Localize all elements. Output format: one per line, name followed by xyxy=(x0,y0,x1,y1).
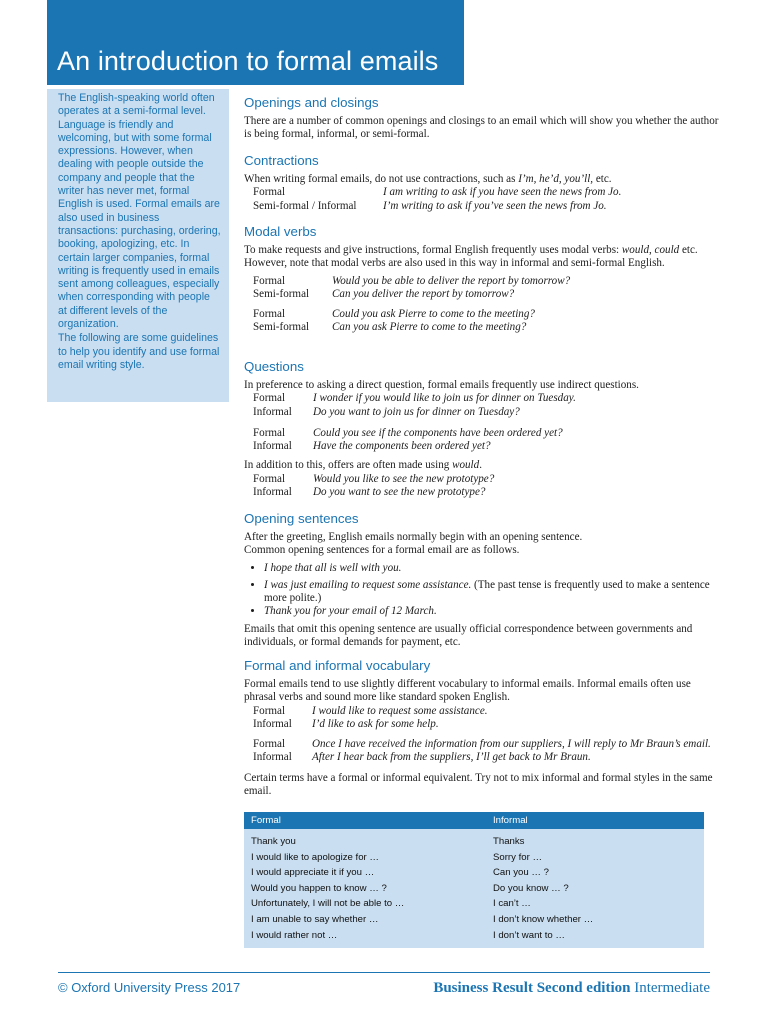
section-heading: Opening sentences xyxy=(244,511,359,526)
section-heading: Formal and informal vocabulary xyxy=(244,658,431,673)
section-heading: Questions xyxy=(244,359,304,374)
section-body: After the greeting, English emails normally begin with an opening sentence. xyxy=(244,531,583,543)
example-row: Informal I’d like to ask for some help. xyxy=(253,717,439,730)
example-row: Formal Would you be able to deliver the report by tomorrow? xyxy=(253,274,571,287)
section-body: In addition to this, offers are often made using would. xyxy=(244,459,482,472)
section-body: Common opening sentences for a formal email are as follows. xyxy=(244,544,520,557)
table-row: I would appreciate it if you … Can you … ? xyxy=(251,867,549,879)
table-row: Thank you Thanks xyxy=(251,836,525,847)
list-item: • Thank you for your email of 12 March. xyxy=(264,605,722,618)
section-contractions xyxy=(244,153,722,213)
table-row: I would like to apologize for … Sorry for … xyxy=(251,851,543,863)
intro-sidebar xyxy=(47,89,229,402)
list-item: • I hope that all is well with you. xyxy=(264,562,722,575)
example-row: Informal Do you want to join us for dinner on Tuesday? xyxy=(253,405,520,418)
example-row: Semi-formal Can you deliver the report by tomorrow? xyxy=(253,287,515,300)
table-row: Would you happen to know … ? Do you know … ? xyxy=(251,882,569,894)
sidebar-paragraph: The following are some guidelines to help you identify and use formal email writing style. xyxy=(58,332,220,371)
sidebar-paragraph: The English-speaking world often operates at a semi-formal level. Language is friendly and welcoming, but with some formal expressions. However, when dealing with people outside the company and people that the writer has never met, formal English is used. Formal emails are also used in business transactions: purchasing, ordering, booking, apologizing, etc. In certain larger companies, formal writing is frequently used in emails sent among colleagues, especially when corresponding with people at different levels of the organization. xyxy=(58,92,221,331)
column-header: Informal xyxy=(493,815,528,826)
section-opening-sentences xyxy=(244,511,722,649)
section-heading: Openings and closings xyxy=(244,95,379,110)
section-body: When writing formal emails, do not use contractions, such as I’m, he’d, you’ll, etc. xyxy=(244,173,612,185)
table-row: Unfortunately, I will not be able to … I can’t … xyxy=(251,898,531,910)
bullet-list xyxy=(244,562,722,619)
example-row: Semi-formal / Informal I’m writing to ask if you’ve seen the news from Jo. xyxy=(253,199,607,212)
section-questions xyxy=(244,359,722,499)
example-row: Formal Would you like to see the new prototype? xyxy=(253,472,495,485)
footer-divider xyxy=(58,972,710,973)
section-heading: Modal verbs xyxy=(244,224,317,239)
section-body: In preference to asking a direct question, formal emails frequently use indirect questions. xyxy=(244,379,639,391)
example-row: Semi-formal Can you ask Pierre to come to the meeting? xyxy=(253,321,527,334)
section-openings xyxy=(244,95,722,142)
table-row: I am unable to say whether … I don’t know whether … xyxy=(251,913,594,925)
example-row: Informal Have the components been ordered yet? xyxy=(253,440,491,453)
example-row: Formal I am writing to ask if you have seen the news from Jo. xyxy=(253,186,622,199)
section-heading: Contractions xyxy=(244,153,319,168)
table-header xyxy=(244,812,704,829)
table-row: I would rather not … I don’t want to … xyxy=(251,929,565,941)
page-title: An introduction to formal emails xyxy=(57,46,439,76)
section-body: To make requests and give instructions, formal English frequently uses modal verbs: would, could etc. However, note that modal verbs are also used in this way in informal and semi-formal English. xyxy=(244,244,698,270)
list-item: • I was just emailing to request some assistance. (The past tense is frequently used to make a sentence more polite.) xyxy=(264,579,722,606)
example-row: Informal Do you want to see the new prototype? xyxy=(253,486,486,499)
example-row: Informal After I hear back from the suppliers, I’ll get back to Mr Braun. xyxy=(253,751,591,764)
section-body: Formal emails tend to use slightly different vocabulary to informal emails. Informal emails often use phrasal verbs and sound more like standard spoken English. xyxy=(244,678,691,704)
example-row: Formal Could you see if the components have been ordered yet? xyxy=(253,426,563,439)
example-row: Formal Could you ask Pierre to come to the meeting? xyxy=(253,308,535,321)
column-header: Formal xyxy=(251,815,281,826)
example-row: Formal I would like to request some assistance. xyxy=(253,704,488,717)
example-row: Formal I wonder if you would like to join us for dinner on Tuesday. xyxy=(253,392,576,405)
section-modal-verbs xyxy=(244,224,722,335)
vocabulary-table xyxy=(244,812,704,948)
section-vocabulary xyxy=(244,658,722,798)
section-body: Emails that omit this opening sentence are usually official correspondence between governments and individuals, or formal demands for payment, etc. xyxy=(244,622,693,649)
section-body: Certain terms have a formal or informal equivalent. Try not to mix informal and formal styles in the same email. xyxy=(244,771,713,798)
book-title: Business Result Second edition Intermediate xyxy=(433,980,710,996)
copyright: © Oxford University Press 2017 xyxy=(58,980,241,995)
example-row: Formal Once I have received the information from our suppliers, I will reply to Mr Braun’s email. xyxy=(253,738,711,751)
title-banner xyxy=(47,0,464,85)
section-body: There are a number of common openings and closings to an email which will show you whether the author is being formal, informal, or semi-formal. xyxy=(244,115,719,141)
